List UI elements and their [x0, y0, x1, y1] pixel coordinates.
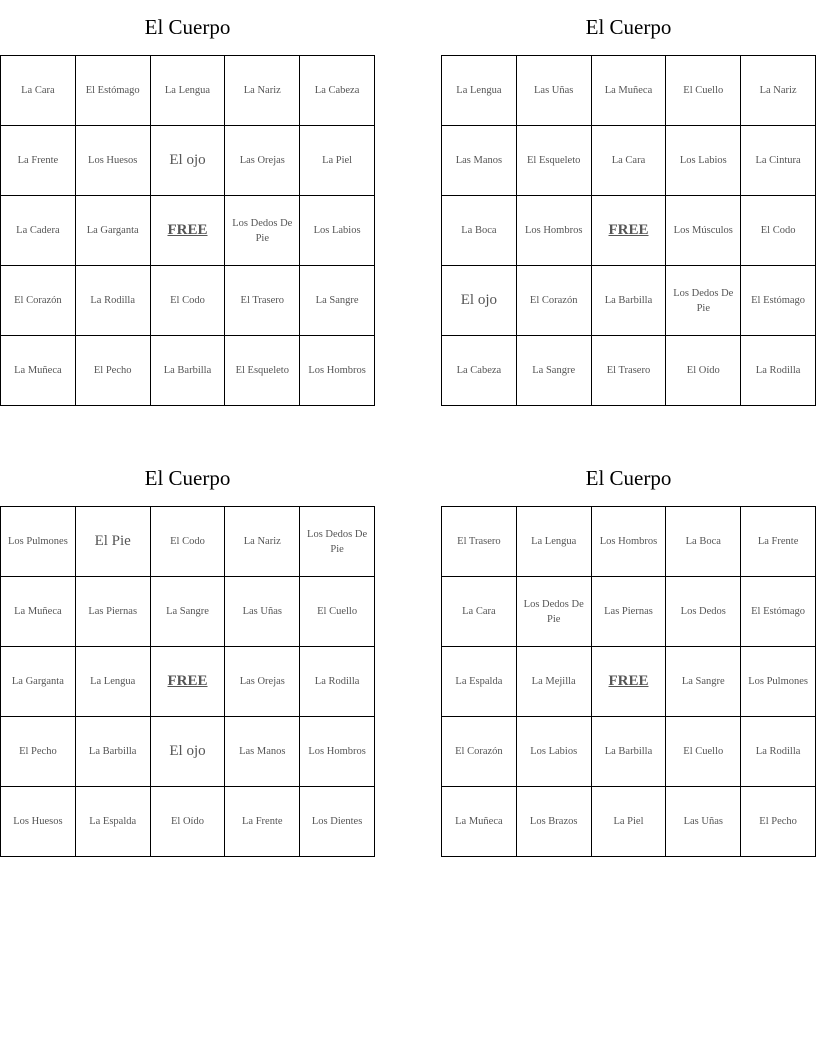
bingo-cell: La Lengua: [517, 507, 592, 577]
bingo-cell: La Cintura: [741, 126, 816, 196]
bingo-cell: El ojo: [151, 126, 226, 196]
bingo-cell: La Sangre: [300, 266, 375, 336]
bingo-cell: El Codo: [741, 196, 816, 266]
card-title: El Cuerpo: [144, 15, 231, 39]
bingo-cell: La Nariz: [225, 507, 300, 577]
bingo-cell: La Cara: [1, 56, 76, 126]
bingo-cell: El Cuello: [666, 56, 741, 126]
bingo-cell: Los Brazos: [517, 787, 592, 857]
bingo-cell: La Garganta: [76, 196, 151, 266]
free-space: FREE: [592, 196, 667, 266]
bingo-cell: Los Hombros: [592, 507, 667, 577]
bingo-cell: La Muñeca: [1, 577, 76, 647]
bingo-cell: El Pecho: [741, 787, 816, 857]
bingo-card-2: [441, 12, 816, 406]
bingo-cell: La Cara: [592, 126, 667, 196]
free-space: FREE: [151, 196, 226, 266]
bingo-cell: El Pecho: [1, 717, 76, 787]
bingo-grid: [0, 55, 375, 406]
bingo-cell: La Boca: [666, 507, 741, 577]
bingo-cell: Los Dedos: [666, 577, 741, 647]
bingo-cell: El Estómago: [741, 266, 816, 336]
bingo-cell: La Muñeca: [442, 787, 517, 857]
bingo-cell: La Espalda: [76, 787, 151, 857]
bingo-cell: Los Hombros: [300, 717, 375, 787]
bingo-card-1: [0, 12, 375, 406]
bingo-cell: Las Orejas: [225, 126, 300, 196]
bingo-cell: La Frente: [225, 787, 300, 857]
bingo-cell: La Cadera: [1, 196, 76, 266]
bingo-cell: La Cabeza: [300, 56, 375, 126]
bingo-cell: La Lengua: [151, 56, 226, 126]
bingo-grid: [441, 55, 816, 406]
bingo-cell: La Rodilla: [741, 336, 816, 406]
bingo-cell: La Sangre: [517, 336, 592, 406]
bingo-cell: El Oído: [666, 336, 741, 406]
bingo-cell: La Sangre: [151, 577, 226, 647]
bingo-cell: Los Pulmones: [1, 507, 76, 577]
bingo-cell: La Sangre: [666, 647, 741, 717]
card-title: El Cuerpo: [144, 466, 231, 490]
bingo-cell: Los Dientes: [300, 787, 375, 857]
bingo-cell: El Esqueleto: [225, 336, 300, 406]
bingo-cell: Las Manos: [442, 126, 517, 196]
bingo-cell: Los Labios: [300, 196, 375, 266]
bingo-card-3: [0, 463, 375, 857]
bingo-cell: El Cuello: [300, 577, 375, 647]
bingo-cell: El Trasero: [225, 266, 300, 336]
bingo-cell: El Corazón: [517, 266, 592, 336]
free-space: FREE: [592, 647, 667, 717]
bingo-cell: Los Pulmones: [741, 647, 816, 717]
bingo-cell: El Pie: [76, 507, 151, 577]
bingo-cell: Las Piernas: [592, 577, 667, 647]
bingo-cell: La Lengua: [76, 647, 151, 717]
bingo-cell: Las Piernas: [76, 577, 151, 647]
bingo-cell: La Nariz: [741, 56, 816, 126]
bingo-cell: La Lengua: [442, 56, 517, 126]
bingo-cell: La Frente: [1, 126, 76, 196]
bingo-grid: [0, 506, 375, 857]
bingo-cell: Los Labios: [666, 126, 741, 196]
bingo-cell: Los Huesos: [1, 787, 76, 857]
bingo-cell: El Corazón: [1, 266, 76, 336]
bingo-cell: Los Huesos: [76, 126, 151, 196]
bingo-cell: La Garganta: [1, 647, 76, 717]
bingo-cell: Las Uñas: [517, 56, 592, 126]
bingo-cell: La Muñeca: [592, 56, 667, 126]
bingo-cell: Los Hombros: [300, 336, 375, 406]
bingo-cell: El Estómago: [741, 577, 816, 647]
bingo-cell: La Piel: [592, 787, 667, 857]
card-title: El Cuerpo: [585, 15, 672, 39]
bingo-cell: Los Dedos De Pie: [225, 196, 300, 266]
bingo-cell: La Rodilla: [300, 647, 375, 717]
bingo-cell: El Pecho: [76, 336, 151, 406]
bingo-cell: La Barbilla: [76, 717, 151, 787]
card-title: El Cuerpo: [585, 466, 672, 490]
bingo-cell: Las Orejas: [225, 647, 300, 717]
bingo-cell: La Mejilla: [517, 647, 592, 717]
bingo-cell: La Nariz: [225, 56, 300, 126]
bingo-cell: Las Uñas: [666, 787, 741, 857]
bingo-cell: Los Hombros: [517, 196, 592, 266]
bingo-cell: La Muñeca: [1, 336, 76, 406]
bingo-card-4: [441, 463, 816, 857]
bingo-cell: Las Uñas: [225, 577, 300, 647]
bingo-cell: El Trasero: [592, 336, 667, 406]
bingo-cell: La Cara: [442, 577, 517, 647]
bingo-cell: La Barbilla: [151, 336, 226, 406]
bingo-cell: El Cuello: [666, 717, 741, 787]
bingo-cell: El ojo: [442, 266, 517, 336]
bingo-cell: La Rodilla: [76, 266, 151, 336]
bingo-cell: El ojo: [151, 717, 226, 787]
bingo-cell: La Barbilla: [592, 266, 667, 336]
bingo-cell: Los Dedos De Pie: [666, 266, 741, 336]
bingo-cell: La Espalda: [442, 647, 517, 717]
bingo-cell: El Corazón: [442, 717, 517, 787]
bingo-cell: El Estómago: [76, 56, 151, 126]
bingo-cell: La Cabeza: [442, 336, 517, 406]
bingo-cell: El Esqueleto: [517, 126, 592, 196]
bingo-cell: La Frente: [741, 507, 816, 577]
bingo-cell: El Codo: [151, 266, 226, 336]
bingo-cell: La Piel: [300, 126, 375, 196]
bingo-cell: Las Manos: [225, 717, 300, 787]
bingo-cell: Los Dedos De Pie: [300, 507, 375, 577]
bingo-cell: Los Labios: [517, 717, 592, 787]
bingo-cell: El Codo: [151, 507, 226, 577]
bingo-cell: La Rodilla: [741, 717, 816, 787]
bingo-cell: El Oído: [151, 787, 226, 857]
bingo-cell: La Barbilla: [592, 717, 667, 787]
bingo-grid: [441, 506, 816, 857]
bingo-cell: Los Músculos: [666, 196, 741, 266]
bingo-cell: La Boca: [442, 196, 517, 266]
bingo-cell: Los Dedos De Pie: [517, 577, 592, 647]
bingo-cell: El Trasero: [442, 507, 517, 577]
free-space: FREE: [151, 647, 226, 717]
